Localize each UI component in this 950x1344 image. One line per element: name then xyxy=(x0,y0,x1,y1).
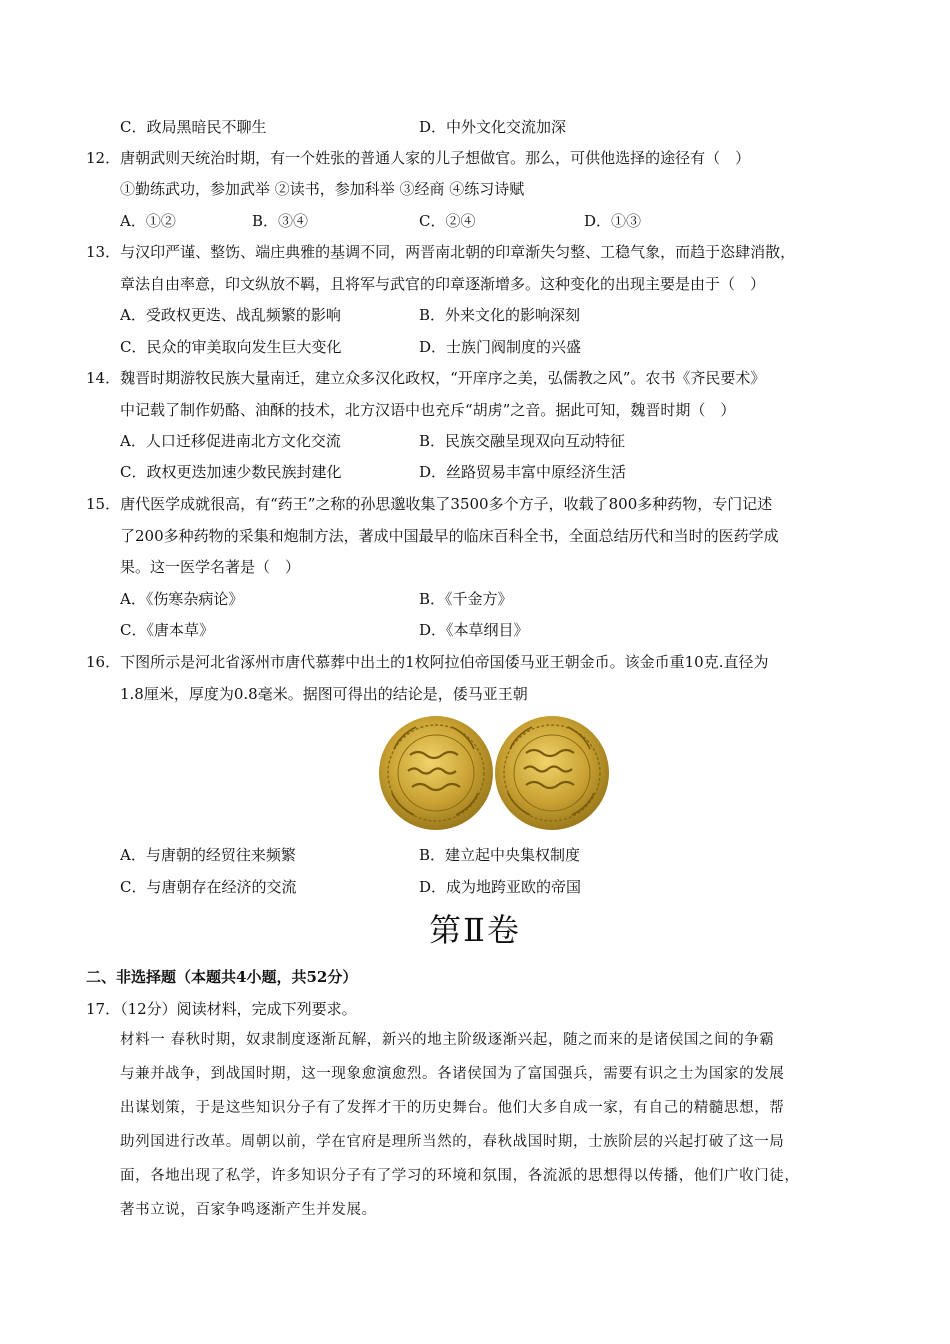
q15-option-b[interactable]: B．《千金方》 xyxy=(419,590,513,608)
q13-stem-line-1: 13．与汉印严谨、整饬、端庄典雅的基调不同，两晋南北朝的印章渐失匀整、工稳气象，而趋于恣肆消散， xyxy=(86,243,796,261)
q15-option-d[interactable]: D．《本草纲目》 xyxy=(419,621,529,639)
q13-option-b[interactable]: B．外来文化的影响深刻 xyxy=(419,306,581,324)
q13-option-a[interactable]: A．受政权更迭、战乱频繁的影响 xyxy=(120,306,341,324)
q17-material-line: 材料一 春秋时期，奴隶制度逐渐瓦解，新兴的地主阶级逐渐兴起，随之而来的是诸侯国之间的争霸 xyxy=(120,1032,775,1048)
q16-option-c[interactable]: C．与唐朝存在经济的交流 xyxy=(120,878,297,896)
q12-option-d[interactable]: D．①③ xyxy=(584,212,642,230)
q17-material-line: 出谋划策，于是这些知识分子有了发挥才干的历史舞台。他们大多自成一家，有自己的精髓思想，帮 xyxy=(120,1100,785,1116)
part-two-heading: 第Ⅱ卷 xyxy=(429,911,521,949)
q15-stem-line-1: 15．唐代医学成就很高，有“药王”之称的孙思邈收集了3500多个方子，收载了800多种药物，专门记述 xyxy=(86,495,773,513)
q13-option-d[interactable]: D．士族门阀制度的兴盛 xyxy=(419,338,582,356)
q15-option-c[interactable]: C．《唐本草》 xyxy=(120,621,214,639)
q16-option-d[interactable]: D．成为地跨亚欧的帝国 xyxy=(419,878,582,896)
q12-stem: 12．唐朝武则天统治时期，有一个姓张的普通人家的儿子想做官。那么，可供他选择的途径有（ ） xyxy=(86,149,751,167)
q11-option-c[interactable]: C．政局黑暗民不聊生 xyxy=(120,118,267,136)
q14-option-a[interactable]: A．人口迁移促进南北方文化交流 xyxy=(120,432,341,450)
q17-material-line: 与兼并战争，到战国时期，这一现象愈演愈烈。各诸侯国为了富国强兵，需要有识之士为国家的发展 xyxy=(120,1066,785,1082)
q16-option-a[interactable]: A．与唐朝的经贸往来频繁 xyxy=(120,846,296,864)
q17-material-line: 面，各地出现了私学，许多知识分子有了学习的环境和氛围，各流派的思想得以传播，他们广收门徒， xyxy=(120,1168,800,1184)
q15-stem-line-3: 果。这一医学名著是（ ） xyxy=(120,558,301,576)
q16-option-b[interactable]: B．建立起中央集权制度 xyxy=(419,846,581,864)
q15-stem-line-2: 了200多种药物的采集和炮制方法，著成中国最早的临床百科全书，全面总结历代和当时的医药学成 xyxy=(120,527,779,545)
umayyad-gold-coins-image xyxy=(374,713,614,833)
q16-stem-line-2: 1.8厘米，厚度为0.8毫米。据图可得出的结论是，倭马亚王朝 xyxy=(120,685,528,703)
coin-obverse xyxy=(379,716,493,830)
q12-option-c[interactable]: C．②④ xyxy=(419,212,476,230)
q14-option-d[interactable]: D．丝路贸易丰富中原经济生活 xyxy=(419,463,627,481)
q15-option-a[interactable]: A．《伤寒杂病论》 xyxy=(120,590,244,608)
q14-option-b[interactable]: B．民族交融呈现双向互动特征 xyxy=(419,432,626,450)
q17-stem: 17．（12分）阅读材料，完成下列要求。 xyxy=(86,1000,357,1018)
q13-stem-line-2: 章法自由率意，印文纵放不羁，且将军与武官的印章逐渐增多。这种变化的出现主要是由于（ ） xyxy=(120,275,766,293)
q12-option-a[interactable]: A．①② xyxy=(120,212,176,230)
coin-reverse xyxy=(495,716,609,830)
section-title: 二、非选择题（本题共4小题，共52分） xyxy=(86,968,358,986)
q16-stem-line-1: 16．下图所示是河北省涿州市唐代慕葬中出土的1枚阿拉伯帝国倭马亚王朝金币。该金币重10克.直径为 xyxy=(86,653,769,671)
q14-stem-line-2: 中记载了制作奶酪、油酥的技术，北方汉语中也充斥“胡虏”之音。据此可知，魏晋时期（ ） xyxy=(120,401,736,419)
q12-option-b[interactable]: B．③④ xyxy=(252,212,309,230)
q17-material-line: 助列国进行改革。周朝以前，学在官府是理所当然的，春秋战国时期，士族阶层的兴起打破了这一局 xyxy=(120,1134,785,1150)
q14-stem-line-1: 14．魏晋时期游牧民族大量南迁，建立众多汉化政权，“开庠序之美，弘儒教之风”。农书《齐民要术》 xyxy=(86,369,766,387)
q17-material-line: 著书立说，百家争鸣逐渐产生并发展。 xyxy=(120,1202,377,1218)
q13-option-c[interactable]: C．民众的审美取向发生巨大变化 xyxy=(120,338,342,356)
q11-option-d[interactable]: D．中外文化交流加深 xyxy=(419,118,567,136)
q14-option-c[interactable]: C．政权更迭加速少数民族封建化 xyxy=(120,463,342,481)
q12-items: ①勤练武功，参加武举 ②读书，参加科举 ③经商 ④练习诗赋 xyxy=(120,180,525,198)
